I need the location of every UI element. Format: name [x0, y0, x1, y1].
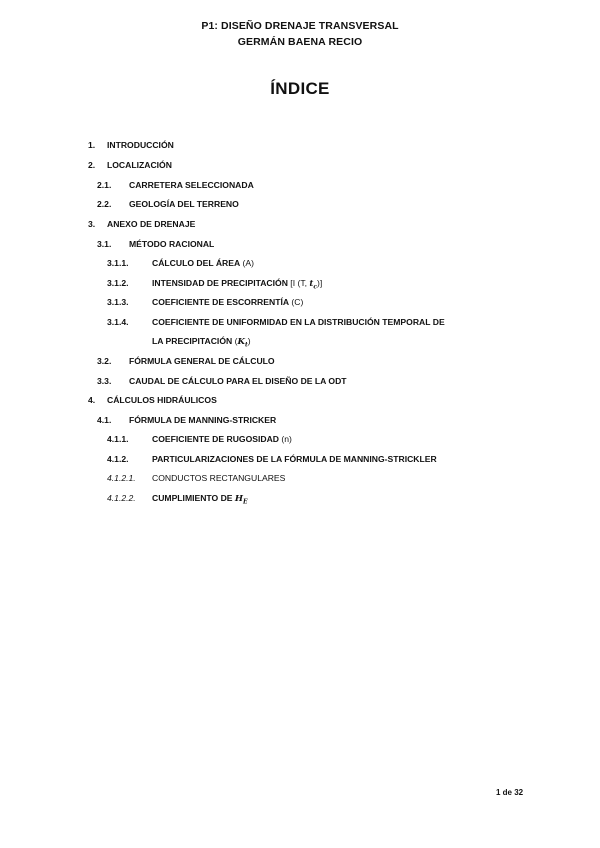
- document-header-author: GERMÁN BAENA RECIO: [237, 36, 363, 48]
- toc-entry-symbol: (A): [240, 258, 255, 268]
- toc-entry-label: CAUDAL DE CÁLCULO PARA EL DISEÑO DE LA ODT: [129, 376, 347, 386]
- math-subscript: t: [244, 341, 248, 349]
- toc-entry-number: 2.: [88, 160, 96, 170]
- toc-entry-number: 4.1.: [97, 415, 112, 425]
- toc-entry-symbol: [I (T,: [287, 278, 310, 288]
- math-variable: t: [309, 279, 314, 289]
- toc-entry-label: FÓRMULA DE MANNING-STRICKER: [129, 415, 277, 425]
- toc-entry-symbol: (: [232, 336, 238, 346]
- toc-entry-number: 2.1.: [97, 180, 112, 190]
- toc-title: ÍNDICE: [270, 79, 330, 98]
- toc-entry-label: ANEXO DE DRENAJE: [107, 219, 196, 229]
- math-subscript: c: [313, 283, 318, 291]
- toc-entry-number: 3.1.2.: [107, 278, 129, 288]
- toc-entry-number: 3.1.3.: [107, 297, 129, 307]
- toc-entry-label: COEFICIENTE DE UNIFORMIDAD EN LA DISTRIBUCIÓN TEMPORAL DE: [152, 317, 445, 327]
- toc-entry-number: 4.1.2.: [107, 454, 129, 464]
- toc-entry-number: 4.: [88, 395, 96, 405]
- toc-entry-symbol: ): [247, 336, 251, 346]
- toc-entry-label: INTENSIDAD DE PRECIPITACIÓN: [152, 278, 288, 288]
- toc-entry-number: 4.1.1.: [107, 434, 129, 444]
- toc-entry-label: LOCALIZACIÓN: [107, 160, 172, 170]
- toc-entry-number: 3.: [88, 219, 96, 229]
- toc-entry-label: CÁLCULOS HIDRÁULICOS: [107, 395, 217, 405]
- toc-entry-label: COEFICIENTE DE ESCORRENTÍA: [152, 297, 290, 307]
- toc-entry-symbol: )]: [317, 278, 323, 288]
- math-variable: K: [237, 337, 245, 347]
- toc-entry-number: 2.2.: [97, 199, 112, 209]
- toc-entry-label: CARRETERA SELECCIONADA: [129, 180, 254, 190]
- toc-entry-number: 4.1.2.2.: [107, 493, 136, 503]
- toc-entry-label: MÉTODO RACIONAL: [129, 239, 215, 249]
- toc-entry-label: LA PRECIPITACIÓN: [152, 336, 233, 346]
- toc-entry-label: INTRODUCCIÓN: [107, 140, 174, 150]
- toc-entry-label: CUMPLIMIENTO DE: [152, 493, 235, 503]
- toc-entry-symbol: (C): [289, 297, 304, 307]
- toc-entry-number: 3.2.: [97, 356, 112, 366]
- toc-entry-number: 4.1.2.1.: [107, 473, 136, 483]
- document-header-title: P1: DISEÑO DRENAJE TRANSVERSAL: [201, 20, 399, 32]
- page-number: 1 de 32: [496, 788, 524, 797]
- toc-entry-number: 3.1.: [97, 239, 112, 249]
- toc-entry-number: 3.1.4.: [107, 317, 129, 327]
- toc-entry-number: 3.1.1.: [107, 258, 129, 268]
- toc-entry-number: 3.3.: [97, 376, 112, 386]
- toc-entry-label: FÓRMULA GENERAL DE CÁLCULO: [129, 356, 275, 366]
- toc-entry-number: 1.: [88, 140, 96, 150]
- math-subscript: E: [243, 498, 248, 506]
- toc-entry-label: CÁLCULO DEL ÁREA: [152, 258, 241, 268]
- toc-entry-label: PARTICULARIZACIONES DE LA FÓRMULA DE MANNING-STRICKLER: [152, 454, 437, 464]
- toc-entry-label: CONDUCTOS RECTANGULARES: [152, 473, 286, 483]
- math-variable: H: [234, 494, 244, 504]
- toc-entry-label: COEFICIENTE DE RUGOSIDAD: [152, 434, 280, 444]
- toc-entry-symbol: (n): [279, 434, 292, 444]
- toc-entry-label: GEOLOGÍA DEL TERRENO: [129, 199, 239, 209]
